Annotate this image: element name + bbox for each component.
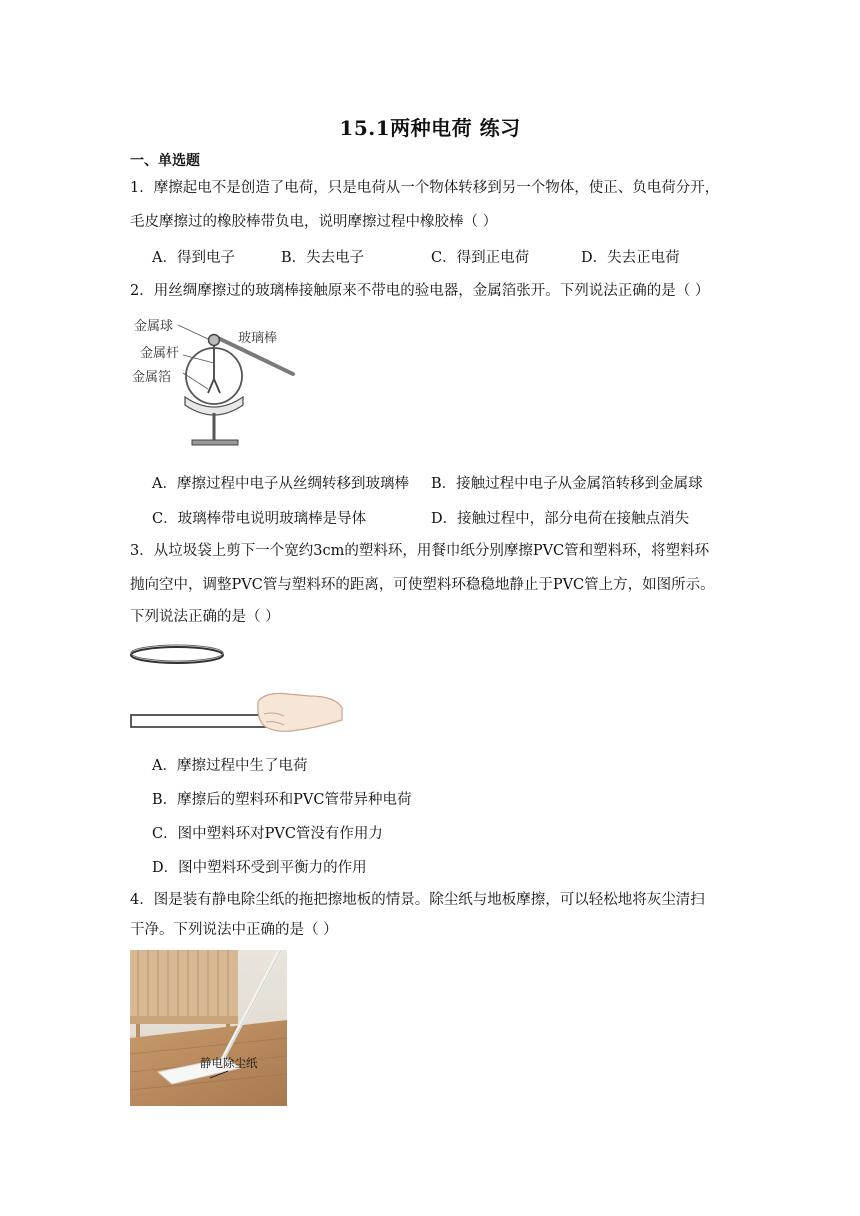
page-title: 15.1两种电荷 练习 [339,116,521,140]
label-dust-paper: 静电除尘纸 [200,1056,258,1070]
q1-option-c[interactable]: C．得到正电荷 [431,250,530,266]
label-metal-foil: 金属箔 [132,370,172,385]
label-metal-ball: 金属球 [134,319,174,334]
cabinet [130,950,238,1022]
q3-option-c[interactable]: C．图中塑料环对PVC管没有作用力 [152,826,383,842]
q3-option-b[interactable]: B．摩擦后的塑料环和PVC管带异种电荷 [152,792,412,808]
electroscope-figure [128,313,308,456]
q3-line3: 下列说法正确的是（ ） [130,609,280,625]
q2-option-d[interactable]: D．接触过程中，部分电荷在接触点消失 [431,511,690,527]
q2-line1: 2．用丝绸摩擦过的玻璃棒接触原来不带电的验电器，金属箔张开。下列说法正确的是（ ） [130,283,710,299]
q1-line2: 毛皮摩擦过的橡胶棒带负电，说明摩擦过程中橡胶棒（ ） [130,214,498,230]
q2-option-b[interactable]: B．接触过程中电子从金属箔转移到金属球 [431,476,703,492]
q4-line1: 4．图是装有静电除尘纸的拖把擦地板的情景。除尘纸与地板摩擦，可以轻松地将灰尘清扫 [130,892,705,908]
label-glass-rod: 玻璃棒 [238,331,278,346]
q3-option-d[interactable]: D．图中塑料环受到平衡力的作用 [152,860,367,876]
q3-line1: 3．从垃圾袋上剪下一个宽约3cm的塑料环，用餐巾纸分别摩擦PVC管和塑料环，将塑料环 [130,543,710,559]
q1-option-a[interactable]: A．得到电子 [152,250,235,266]
section-heading: 一、单选题 [130,153,200,169]
q1-option-b[interactable]: B．失去电子 [281,250,365,266]
q1-option-d[interactable]: D．失去正电荷 [581,250,680,266]
label-metal-rod: 金属杆 [140,346,180,361]
mop-photo [130,950,287,1106]
pvc-tube [131,715,271,727]
q2-option-c[interactable]: C．玻璃棒带电说明玻璃棒是导体 [152,511,367,527]
q3-line2: 抛向空中，调整PVC管与塑料环的距离，可使塑料环稳稳地静止于PVC管上方，如图所示。 [130,577,715,593]
q4-line2: 干净。下列说法中正确的是（ ） [130,922,338,938]
metal-ball [209,335,220,346]
stand-base [192,440,238,445]
q3-option-a[interactable]: A．摩擦过程中生了电荷 [152,758,308,774]
q2-option-a[interactable]: A．摩擦过程中电子从丝绸转移到玻璃棒 [152,476,409,492]
q1-line1: 1．摩擦起电不是创造了电荷，只是电荷从一个物体转移到另一个物体，使正、负电荷分开， [130,180,720,196]
pvc-ring-figure [128,640,348,735]
